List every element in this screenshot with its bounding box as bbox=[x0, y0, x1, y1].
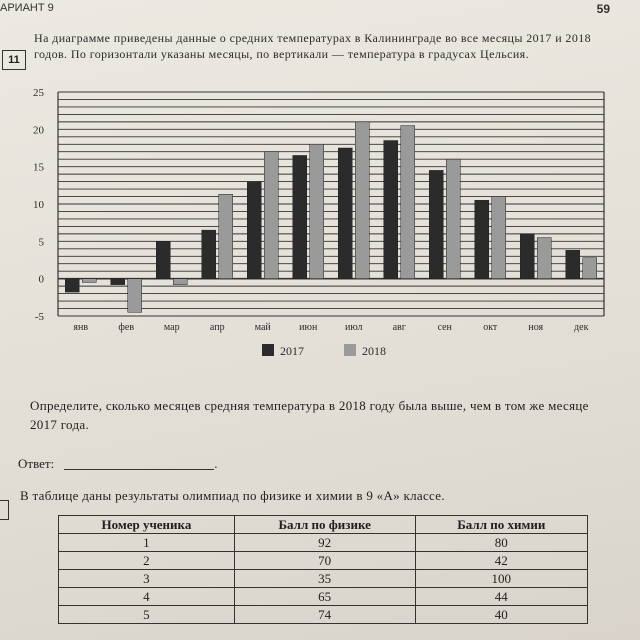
y-tick-label: -5 bbox=[34, 311, 44, 323]
y-tick-label: 25 bbox=[33, 87, 44, 99]
y-tick-label: 20 bbox=[33, 124, 44, 137]
table-cell: 40 bbox=[415, 606, 587, 624]
table-cell: 65 bbox=[234, 588, 415, 606]
y-tick-label: 5 bbox=[38, 236, 44, 249]
x-tick-label: окт bbox=[483, 322, 498, 333]
table-cell: 92 bbox=[234, 534, 415, 552]
legend-label: 2018 bbox=[362, 344, 386, 358]
table-cell: 3 bbox=[59, 570, 235, 588]
answer-label: Ответ: bbox=[18, 456, 55, 471]
table-cell: 80 bbox=[415, 534, 587, 552]
table-row bbox=[59, 588, 588, 606]
bar-2017-май bbox=[247, 182, 261, 279]
bar-2018-май bbox=[264, 152, 278, 279]
answer-field[interactable] bbox=[64, 469, 214, 470]
bar-2018-июл bbox=[355, 122, 369, 279]
bar-2018-окт bbox=[492, 197, 506, 279]
bar-2018-июн bbox=[310, 144, 324, 278]
bar-2017-фев bbox=[111, 279, 125, 285]
bar-2018-дек bbox=[583, 258, 597, 279]
table-cell: 100 bbox=[415, 570, 587, 588]
bar-2017-сен bbox=[429, 170, 443, 278]
table-row bbox=[59, 534, 588, 552]
y-tick-label: 0 bbox=[38, 273, 44, 286]
temperature-bar-chart bbox=[0, 84, 640, 364]
answer-row: Ответ: . bbox=[18, 456, 218, 471]
y-tick-label: 10 bbox=[33, 199, 44, 211]
x-tick-label: ноя bbox=[528, 322, 544, 333]
column-header: Балл по химии bbox=[415, 516, 587, 534]
x-tick-label: май bbox=[254, 322, 271, 333]
x-tick-label: янв bbox=[73, 322, 89, 333]
next-question-box bbox=[0, 500, 9, 520]
legend-swatch-2018 bbox=[344, 344, 356, 356]
bar-2017-дек bbox=[566, 250, 580, 278]
page-number: 59 bbox=[596, 2, 610, 16]
table-cell: 35 bbox=[234, 570, 415, 588]
x-tick-label: июн bbox=[299, 322, 318, 333]
bar-2018-апр bbox=[219, 194, 233, 278]
bar-2018-сен bbox=[446, 159, 460, 278]
bar-2017-авг bbox=[384, 141, 398, 279]
table-row bbox=[59, 570, 588, 588]
table-row bbox=[59, 552, 588, 570]
results-table bbox=[58, 515, 588, 624]
table-cell: 70 bbox=[234, 552, 415, 570]
bar-2018-авг bbox=[401, 126, 415, 279]
table-cell: 5 bbox=[59, 606, 235, 624]
column-header: Номер ученика bbox=[59, 516, 235, 534]
bar-2018-фев bbox=[128, 279, 142, 313]
question-text: На диаграмме приведены данные о средних температурах в Калининграде во все месяцы 2017 и 2018 годов. По горизонтали указаны месяцы, по вертикали — температура в градусах Цельсия. bbox=[34, 31, 592, 61]
table-cell: 1 bbox=[59, 534, 235, 552]
bar-2017-янв bbox=[65, 279, 79, 292]
legend-swatch-2017 bbox=[262, 344, 274, 356]
bar-2017-июл bbox=[338, 148, 352, 279]
x-tick-label: сен bbox=[437, 322, 452, 333]
table-header-row bbox=[59, 516, 588, 534]
x-tick-label: мар bbox=[163, 322, 180, 333]
bar-2018-ноя bbox=[537, 238, 551, 279]
bar-2017-апр bbox=[202, 230, 216, 279]
x-tick-label: авг bbox=[392, 322, 406, 333]
table-cell: 2 bbox=[59, 552, 235, 570]
table-row bbox=[59, 606, 588, 624]
x-tick-label: апр bbox=[209, 322, 225, 333]
table-cell: 44 bbox=[415, 588, 587, 606]
x-tick-label: дек bbox=[574, 322, 589, 333]
bar-2018-мар bbox=[173, 279, 187, 285]
x-tick-label: июл bbox=[344, 322, 363, 333]
bar-2018-янв bbox=[82, 279, 96, 283]
table-cell: 42 bbox=[415, 552, 587, 570]
bar-2017-окт bbox=[475, 200, 489, 278]
bar-2017-июн bbox=[293, 155, 307, 278]
bar-2017-ноя bbox=[520, 234, 534, 279]
variant-header: АРИАНТ 9 bbox=[0, 2, 54, 14]
x-tick-label: фев bbox=[118, 322, 135, 333]
table-cell: 4 bbox=[59, 588, 235, 606]
next-question-text: В таблице даны результаты олимпиад по физике и химии в 9 «А» классе. bbox=[20, 488, 445, 503]
table-cell: 74 bbox=[234, 606, 415, 624]
y-tick-label: 15 bbox=[33, 161, 44, 174]
bar-2017-мар bbox=[156, 241, 170, 278]
legend-label: 2017 bbox=[280, 344, 304, 358]
task-text: Определите, сколько месяцев средняя температура в 2018 году была выше, чем в том же месяце 2017 года. bbox=[30, 398, 589, 432]
column-header: Балл по физике bbox=[234, 516, 415, 534]
question-number: 11 bbox=[2, 50, 26, 70]
